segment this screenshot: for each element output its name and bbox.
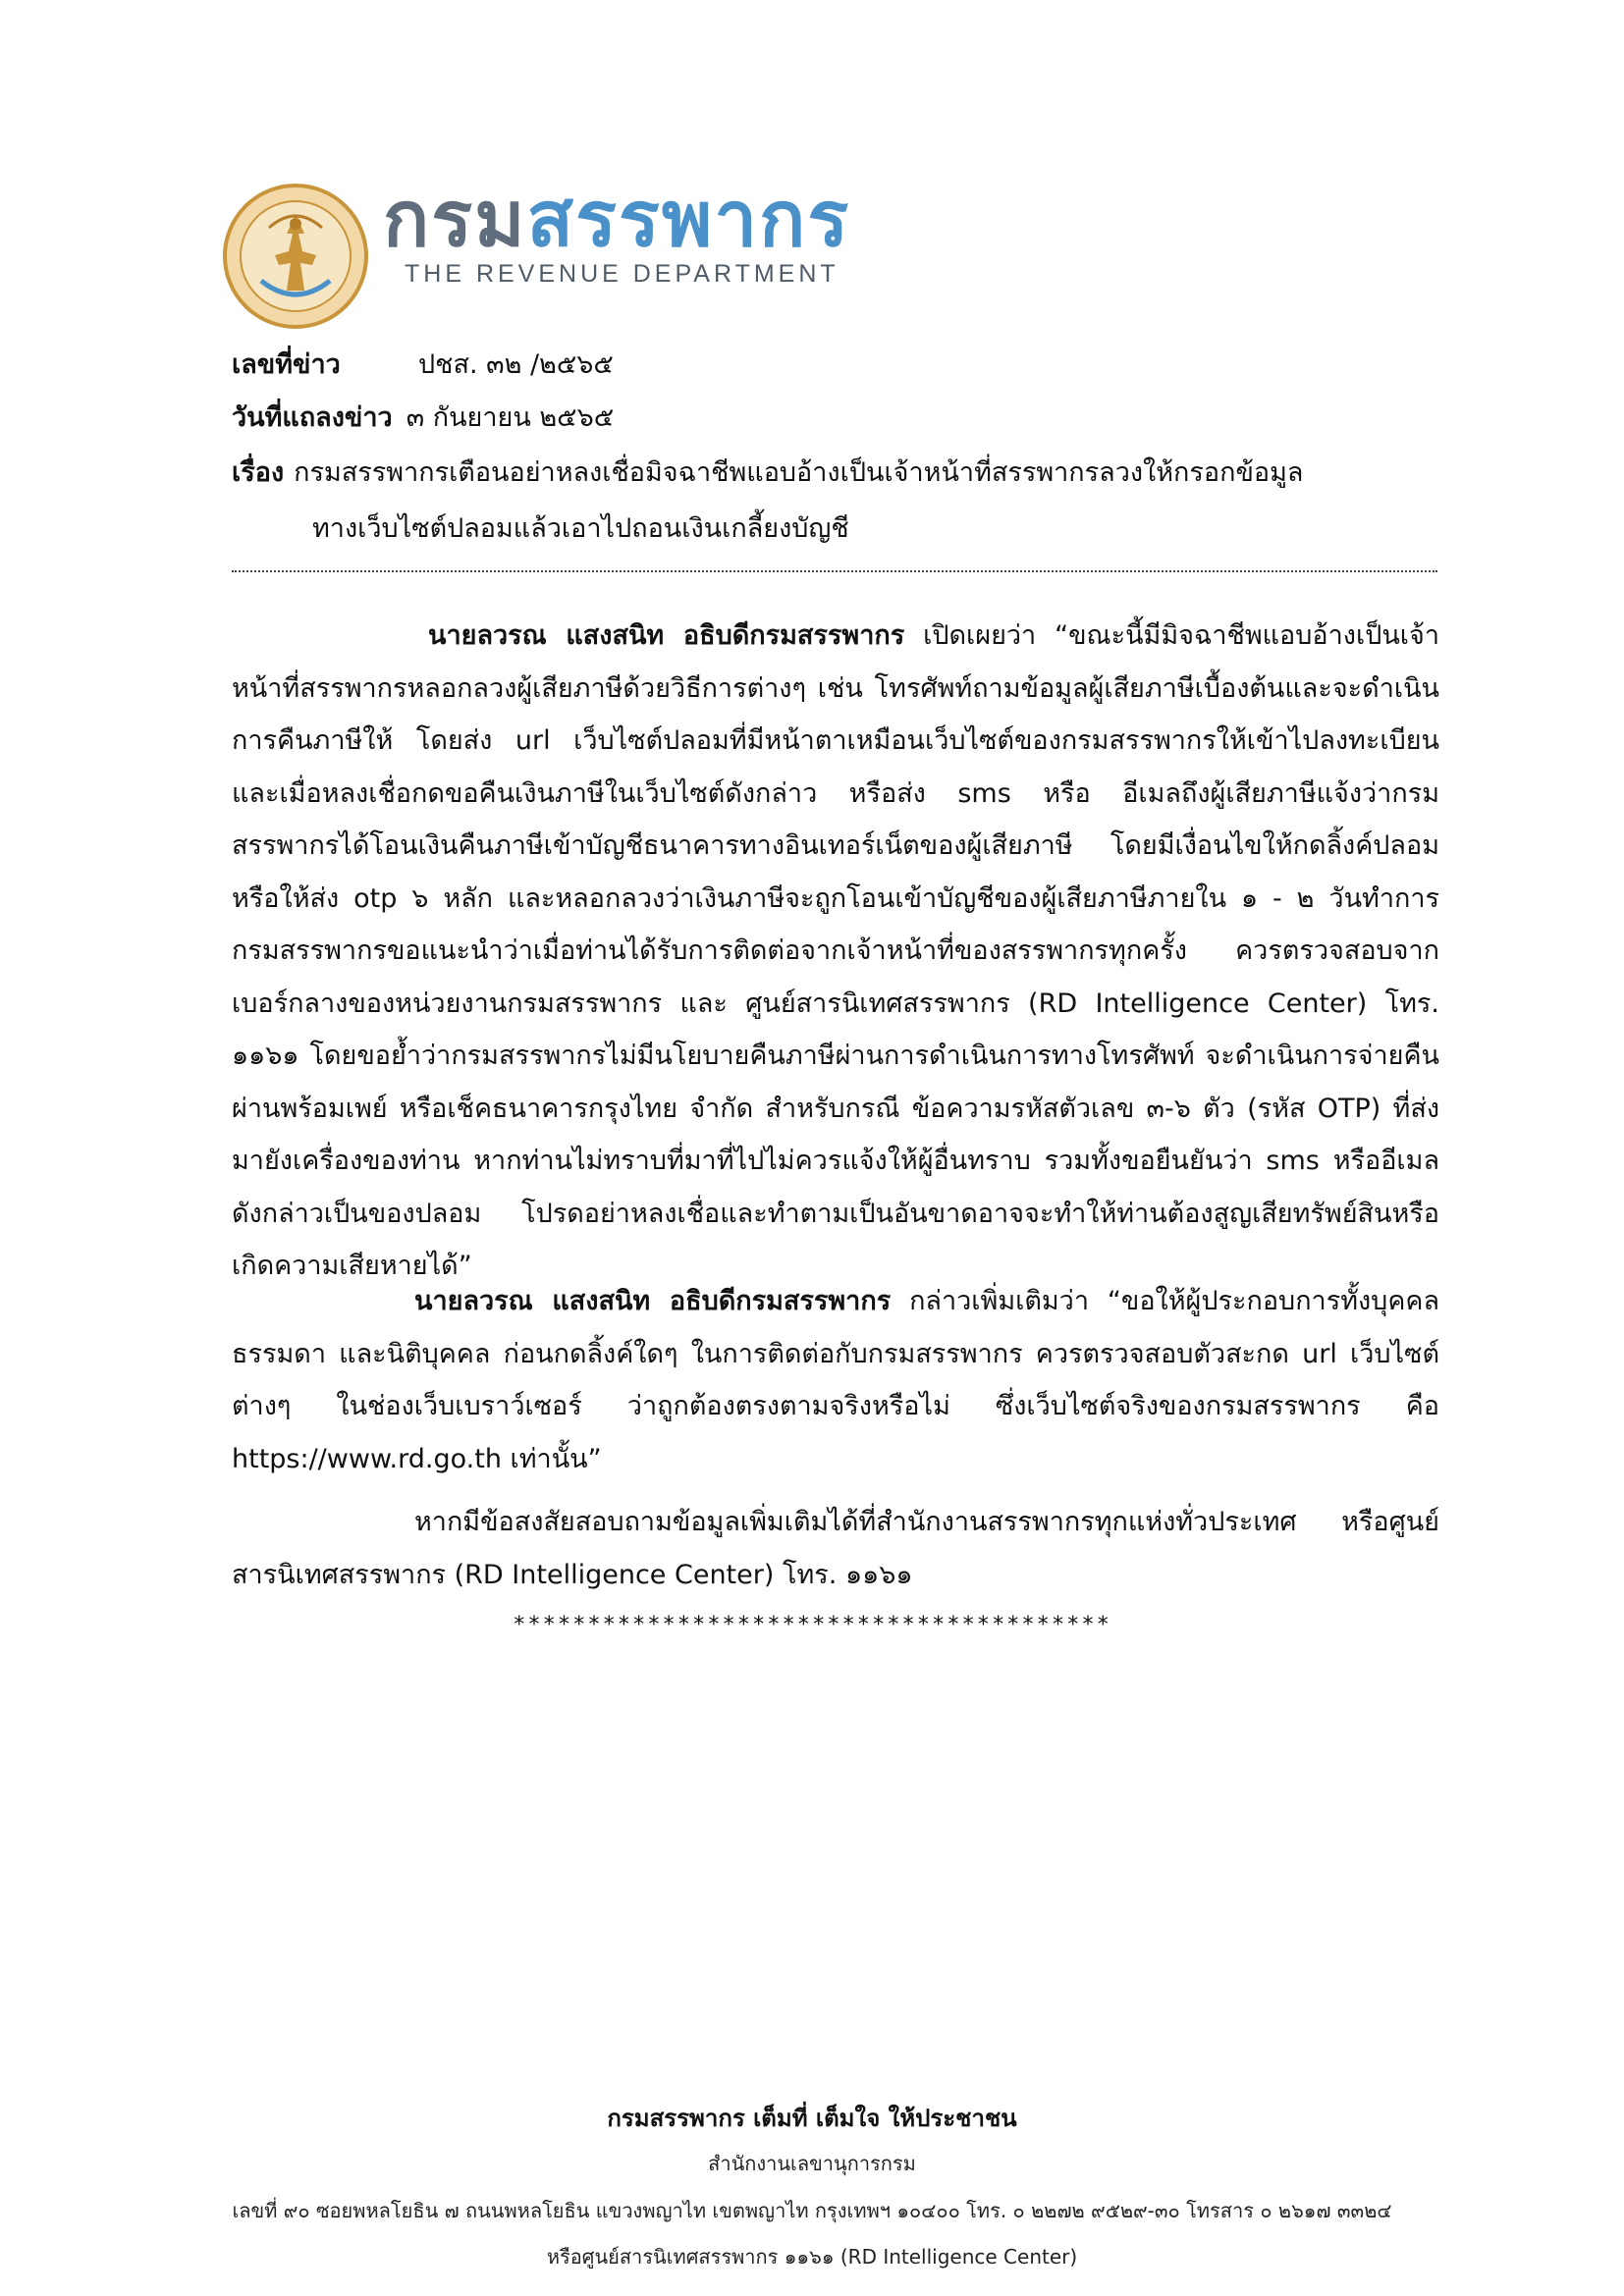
end-marker: **************************************** xyxy=(513,1613,1111,1637)
paragraph-1-text: เปิดเผยว่า “ขณะนี้มีมิจฉาชีพแอบอ้างเป็นเจ้าหน้าที่สรรพากรหลอกลวงผู้เสียภาษีด้วยวิธีการต่างๆ เช่น โทรศัพท์ถามข้อมูลผู้เสียภาษีเบื้องต้นและจะดำเนินการคืนภาษีให้ โดยส่ง url เว็บไซต์ปลอมที่มีหน้าตาเหมือนเว็บไซต์ของกรมสรรพากรให้เข้าไปลงทะเบียน และเมื่อหลงเชื่อกดขอคืนเงินภาษีในเว็บไซต์ดังกล่าว หรือส่ง sms หรือ อีเมลถึงผู้เสียภาษีแจ้งว่ากรมสรรพากรได้โอนเงินคืนภาษีเข้าบัญชีธนาคารทางอินเทอร์เน็ตของผู้เสียภาษี โดยมีเงื่อนไขให้กดลิ้งค์ปลอมหรือให้ส่ง otp ๖ หลัก และหลอกลวงว่าเงินภาษีจะถูกโอนเข้าบัญชีของผู้เสียภาษีภายใน ๑ - ๒ วันทำการ กรมสรรพากรขอแนะนำว่าเมื่อท่านได้รับการติดต่อจากเจ้าหน้าที่ของสรรพากรทุกครั้ง ควรตรวจสอบจากเบอร์กลางของหน่วยงานกรมสรรพากร และ ศูนย์สารนิเทศสรรพากร (RD Intelligence Center) โทร. ๑๑๖๑ โดยขอย้ำว่ากรมสรรพากรไม่มีนโยบายคืนภาษีผ่านการดำเนินการทางโทรศัพท์ จะดำเนินการจ่ายคืนผ่านพร้อมเพย์ หรือเช็คธนาคารกรุงไทย จำกัด สำหรับกรณี ข้อความรหัสตัวเลข ๓-๖ ตัว (รหัส OTP) ที่ส่งมายังเครื่องของท่าน หากท่านไม่ทราบที่มาที่ไปไม่ควรแจ้งให้ผู้อื่นทราบ รวมทั้งขอยืนยันว่า sms หรืออีเมลดังกล่าวเป็นของปลอม โปรดอย่าหลงเชื่อและทำตามเป็นอันขาดอาจจะทำให้ท่านต้องสูญเสียทรัพย์สินหรือเกิดความเสียหายได้” xyxy=(232,620,1440,1281)
footer-office: สำนักงานเลขานุการกรม xyxy=(708,2152,916,2175)
logo-wordmark-grey: กรม xyxy=(383,176,527,264)
logo-wordmark xyxy=(383,176,851,264)
dotted-divider xyxy=(232,570,1437,572)
paragraph-2 xyxy=(232,1275,1439,1485)
news-number-value: ปชส. ๓๒ /๒๕๖๕ xyxy=(418,349,614,380)
footer-slogan: กรมสรรพากร เต็มที่ เต็มใจ ให้ประชาชน xyxy=(607,2105,1017,2132)
date-value: ๓ กันยายน ๒๕๖๕ xyxy=(406,402,615,433)
date-row xyxy=(232,402,614,434)
footer-address: เลขที่ ๙๐ ซอยพหลโยธิน ๗ ถนนพหลโยธิน แขวงพญาไท เขตพญาไท กรุงเทพฯ ๑๐๔๐๐ โทร. ๐ ๒๒๗๒ ๙๕๒๙-๓๐ โทรสาร ๐ ๒๖๑๗ ๓๓๒๔ xyxy=(232,2199,1392,2222)
logo-wordmark-blue: สรรพากร xyxy=(526,176,851,264)
subject-row xyxy=(232,457,1303,489)
paragraph-3 xyxy=(232,1496,1439,1601)
logo-subtitle: THE REVENUE DEPARTMENT xyxy=(405,260,839,288)
revenue-department-seal-icon xyxy=(222,183,369,330)
subject-line-1: กรมสรรพากรเตือนอย่าหลงเชื่อมิจฉาชีพแอบอ้างเป็นเจ้าหน้าที่สรรพากรลวงให้กรอกข้อมูล xyxy=(294,457,1304,488)
paragraph-1-speaker: นายลวรณ แสงสนิท อธิบดีกรมสรรพากร xyxy=(428,620,905,651)
paragraph-2-speaker: นายลวรณ แสงสนิท อธิบดีกรมสรรพากร xyxy=(414,1286,892,1316)
subject-line-2: ทางเว็บไซต์ปลอมแล้วเอาไปถอนเงินเกลี้ยงบัญชี xyxy=(312,513,849,544)
news-number-label: เลขที่ข่าว xyxy=(232,349,341,380)
news-number-row xyxy=(232,349,614,381)
paragraph-3-text: หากมีข้อสงสัยสอบถามข้อมูลเพิ่มเติมได้ที่สำนักงานสรรพากรทุกแห่งทั่วประเทศ หรือศูนย์สารนิเทศสรรพากร (RD Intelligence Center) โทร. ๑๑๖๑ xyxy=(232,1507,1439,1590)
date-label: วันที่แถลงข่าว xyxy=(232,402,393,433)
subject-label: เรื่อง xyxy=(232,457,285,488)
paragraph-1 xyxy=(232,610,1439,1293)
paragraph-2-text: กล่าวเพิ่มเติมว่า “ขอให้ผู้ประกอบการทั้งบุคคลธรรมดา และนิติบุคคล ก่อนกดลิ้งค์ใดๆ ในการติดต่อกับกรมสรรพากร ควรตรวจสอบตัวสะกด url เว็บไซต์ต่างๆ ในช่องเว็บเบราว์เซอร์ ว่าถูกต้องตรงตามจริงหรือไม่ ซึ่งเว็บไซต์จริงของกรมสรรพากร คือ https://www.rd.go.th เท่านั้น” xyxy=(232,1286,1439,1474)
footer-contact: หรือศูนย์สารนิเทศสรรพากร ๑๑๖๑ (RD Intelligence Center) xyxy=(546,2245,1078,2269)
